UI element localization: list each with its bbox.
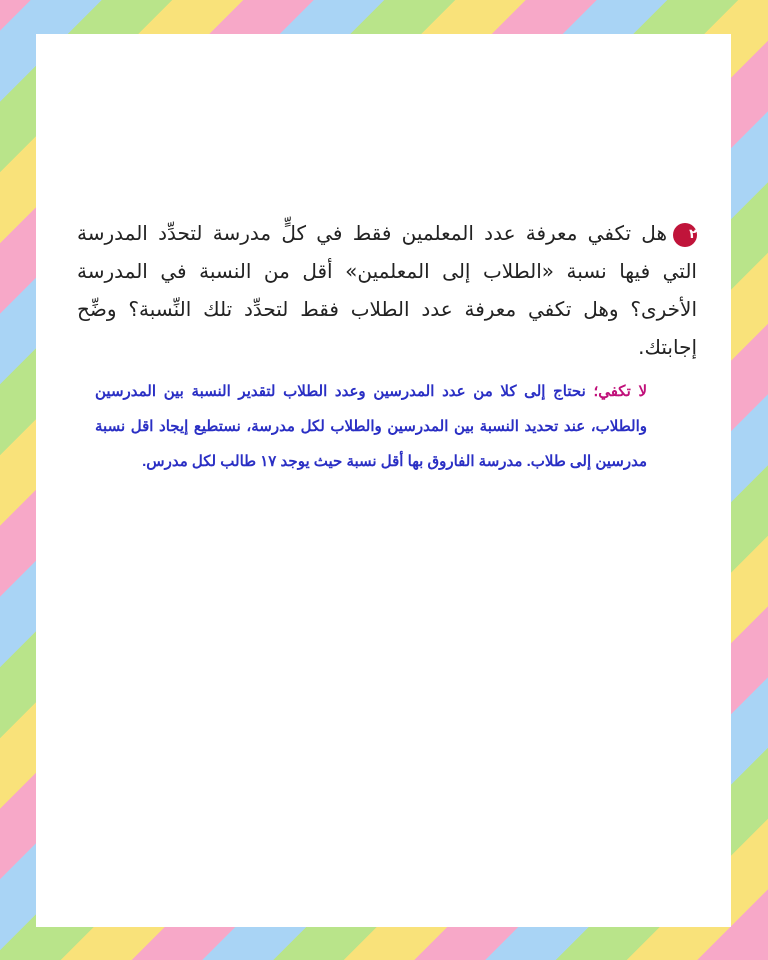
answer-lead: لا تكفي؛ — [593, 383, 647, 400]
answer-block — [95, 374, 647, 479]
question-text: هل تكفي معرفة عدد المعلمين فقط في كلٍّ مدرسة لتحدِّد المدرسة التي فيها نسبة «الطلاب إلى المعلمين» أقل من النسبة في المدرسة الأخرى؟ وهل تكفي معرفة عدد الطلاب فقط لتحدِّد تلك النِّسبة؟ وضِّح إجابتك. — [77, 221, 697, 359]
question-number-badge: ٢ — [673, 223, 697, 247]
content-card — [36, 34, 731, 927]
question-block — [77, 214, 697, 366]
answer-text: نحتاج إلى كلا من عدد المدرسين وعدد الطلاب لتقدير النسبة بين المدرسين والطلاب، عند تحديد النسبة بين المدرسين والطلاب لكل مدرسة، نستطيع إيجاد اقل نسبة مدرسين إلى طلاب. مدرسة الفاروق بها أقل نسبة حيث يوجد ١٧ طالب لكل مدرس. — [95, 383, 647, 470]
